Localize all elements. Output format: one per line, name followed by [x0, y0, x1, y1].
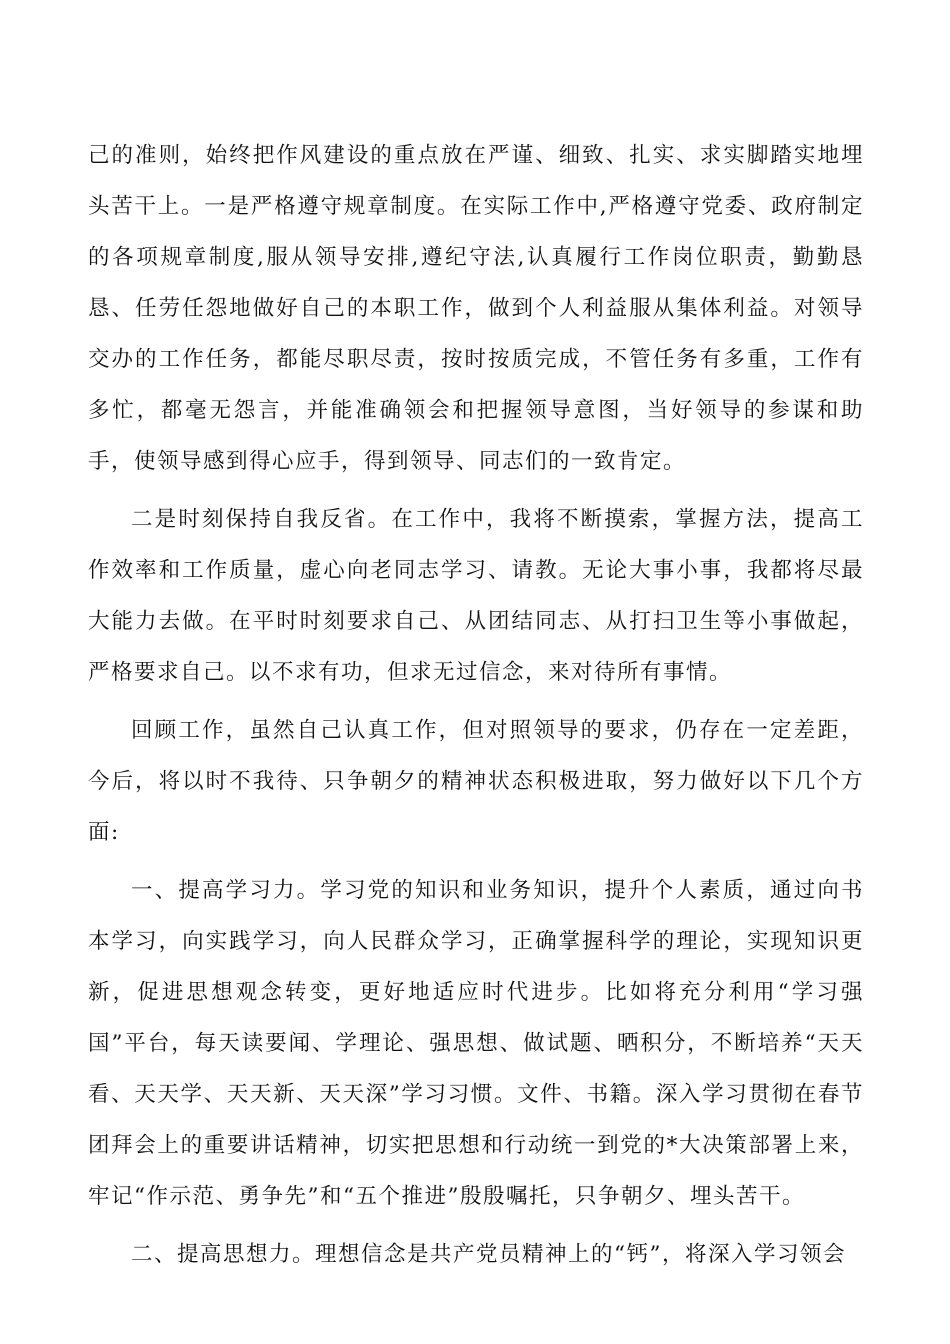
paragraph-learning: 一、提高学习力。学习党的知识和业务知识，提升个人素质，通过向书本学习，向实践学习，向人民群众学习，正确掌握科学的理论，实现知识更新，促进思想观念转变，更好地适应时代进步。比如将充分利用“学习强国”平台，每天读要闻、学理论、强思想、做试题、晒积分，不断培养“天天看、天天学、天天新、天天深”学习习惯。文件、书籍。深入学习贯彻在春节团拜会上的重要讲话精神，切实把思想和行动统一到党的*大决策部署上来，牢记“作示范、勇争先”和“五个推进”殷殷嘱托，只争朝夕、埋头苦干。 [88, 878, 864, 1209]
paragraph-thinking: 二、提高思想力。理想信念是共产党员精神上的“钙”，将深入学习领会 [131, 1242, 846, 1267]
paragraph-review: 回顾工作，虽然自己认真工作，但对照领导的要求，仍存在一定差距，今后，将以时不我待、只争朝夕的精神状态积极进取，努力做好以下几个方面: [88, 718, 864, 845]
paragraph-work-style: 己的准则，始终把作风建设的重点放在严谨、细致、扎实、求实脚踏实地埋头苦干上。一是严格遵守规章制度。在实际工作中,严格遵守党委、政府制定的各项规章制度,服从领导安排,遵纪守法,认真履行工作岗位职责，勤勤恳恳、任劳任怨地做好自己的本职工作，做到个人利益服从集体利益。对领导交办的工作任务，都能尽职尽责，按时按质完成，不管任务有多重，工作有多忙，都毫无怨言，并能准确领会和把握领导意图，当好领导的参谋和助手，使领导感到得心应手，得到领导、同志们的一致肯定。 [88, 143, 864, 474]
paragraph-self-reflection: 二是时刻保持自我反省。在工作中，我将不断摸索，掌握方法，提高工作效率和工作质量，虚心向老同志学习、请教。无论大事小事，我都将尽最大能力去做。在平时时刻要求自己、从团结同志、从打扫卫生等小事做起，严格要求自己。以不求有功，但求无过信念，来对待所有事情。 [88, 507, 864, 685]
document-page [88, 130, 864, 1287]
